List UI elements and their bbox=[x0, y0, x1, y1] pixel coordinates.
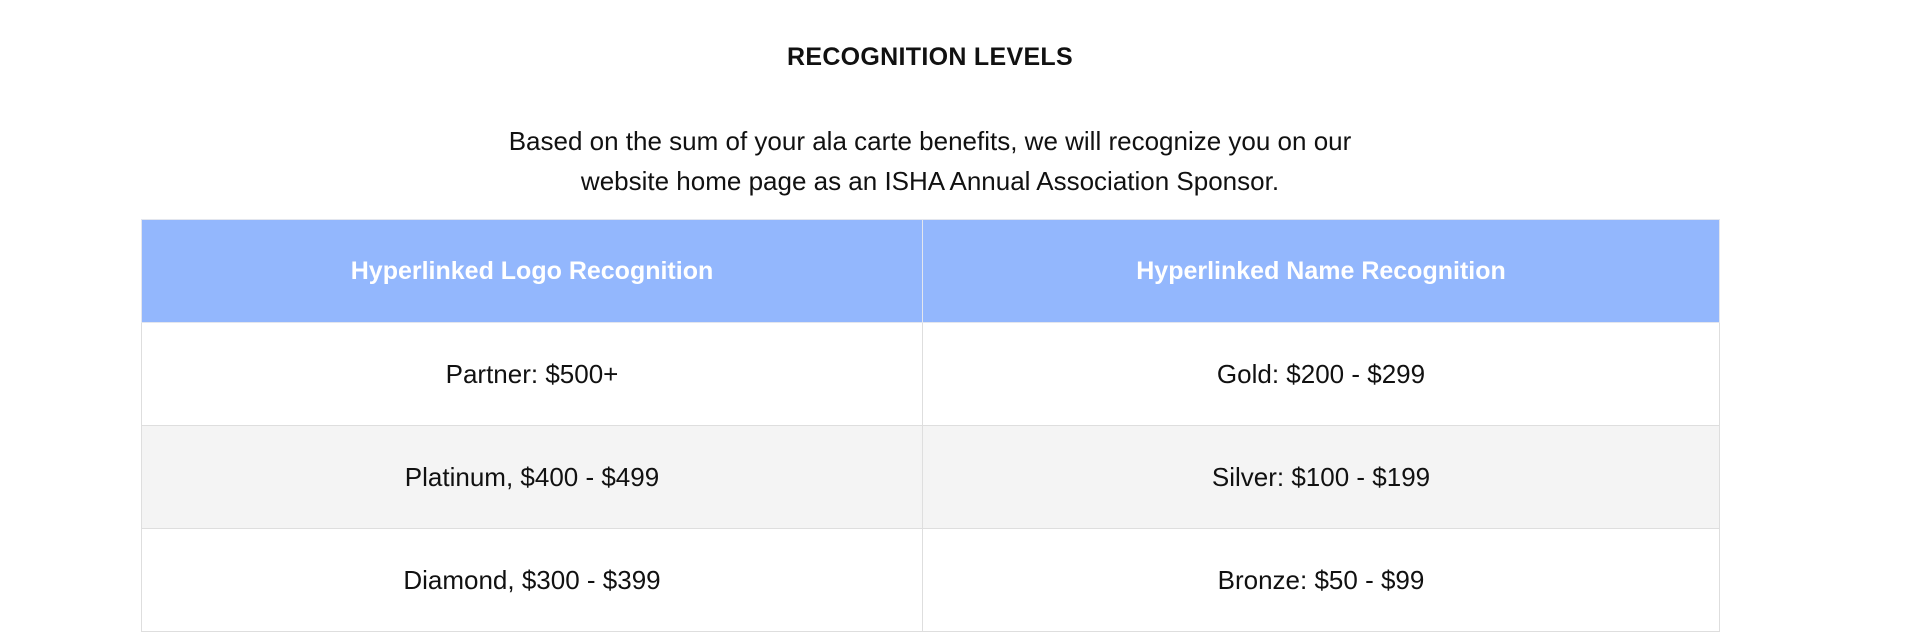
intro-text bbox=[0, 121, 1860, 201]
table-cell: Bronze: $50 - $99 bbox=[923, 529, 1720, 632]
table-row bbox=[142, 323, 1720, 426]
table-row bbox=[142, 529, 1720, 632]
intro-line-1: Based on the sum of your ala carte benefits, we will recognize you on our bbox=[508, 126, 1352, 156]
table-header-row bbox=[142, 220, 1720, 323]
intro-line-2: website home page as an ISHA Annual Association Sponsor. bbox=[580, 166, 1280, 196]
header-logo-recognition: Hyperlinked Logo Recognition bbox=[142, 220, 923, 323]
table-row bbox=[142, 426, 1720, 529]
table-cell: Diamond, $300 - $399 bbox=[142, 529, 923, 632]
header-name-recognition: Hyperlinked Name Recognition bbox=[923, 220, 1720, 323]
table-cell: Silver: $100 - $199 bbox=[923, 426, 1720, 529]
recognition-levels-table bbox=[141, 219, 1720, 632]
table-cell: Platinum, $400 - $499 bbox=[142, 426, 923, 529]
table-cell: Gold: $200 - $299 bbox=[923, 323, 1720, 426]
table-cell: Partner: $500+ bbox=[142, 323, 923, 426]
page-title: RECOGNITION LEVELS bbox=[787, 43, 1073, 71]
